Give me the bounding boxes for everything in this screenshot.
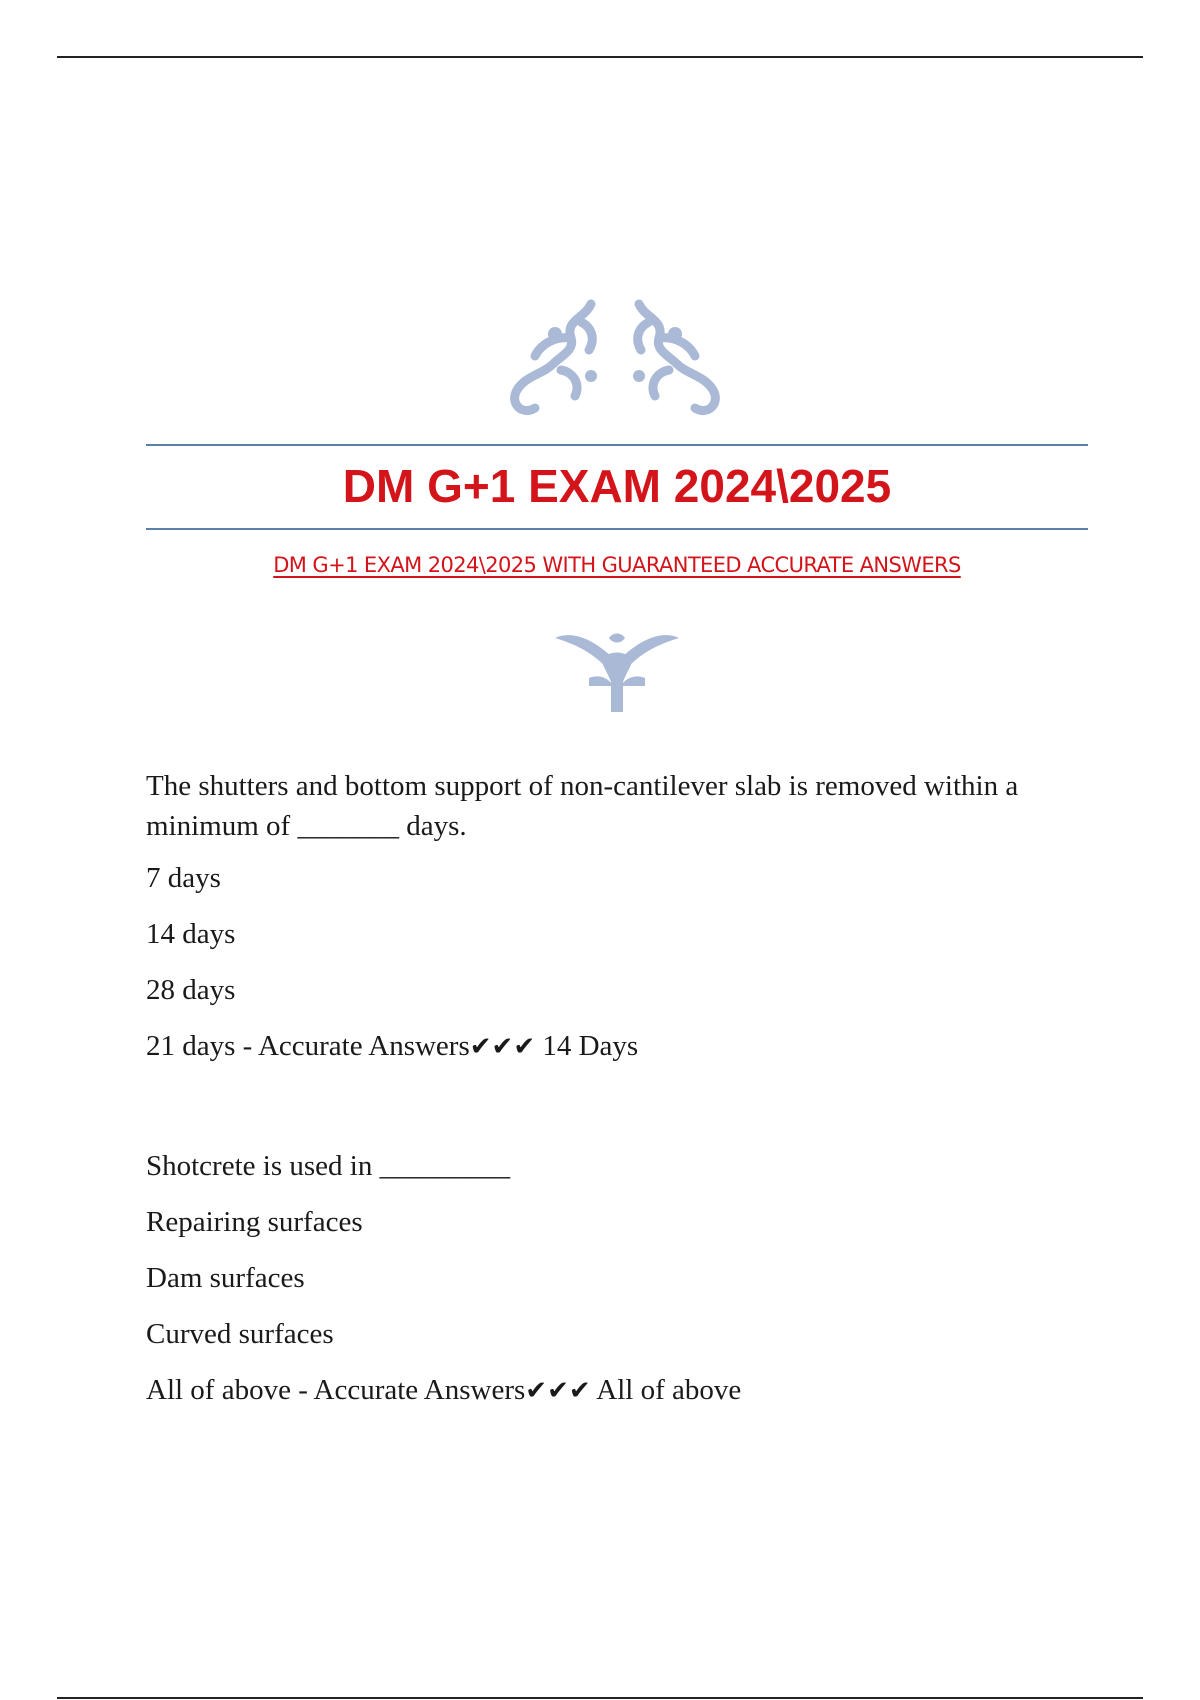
answer-option: Dam surfaces (146, 1262, 305, 1294)
answer-option: 7 days (146, 862, 221, 894)
title-top-rule (146, 444, 1088, 446)
fleuron-icon (553, 630, 681, 712)
correct-answer: All of above (590, 1374, 742, 1406)
answer-option-text: All of above - Accurate Answers (146, 1374, 526, 1406)
answer-option: 28 days (146, 974, 236, 1006)
scroll-flourish-icon (495, 298, 735, 428)
answer-option-with-key (146, 1026, 1046, 1067)
answer-option: 14 days (146, 918, 236, 950)
document-subtitle: DM G+1 EXAM 2024\2025 WITH GUARANTEED ACCURATE ANSWERS (273, 553, 961, 577)
page-header-rule (57, 56, 1143, 58)
checkmark-icon: ✔✔✔ (469, 1032, 536, 1062)
page-footer-rule (57, 1697, 1143, 1699)
answer-option: Curved surfaces (146, 1318, 334, 1350)
correct-answer: 14 Days (535, 1030, 639, 1062)
question-block-1 (146, 766, 1046, 1067)
question-text: The shutters and bottom support of non-cantilever slab is removed within a minimum of _______ days. (146, 770, 1019, 842)
question-block-2 (146, 1146, 1046, 1411)
answer-option-text: 21 days - Accurate Answers (146, 1030, 470, 1062)
answer-option-with-key (146, 1370, 1046, 1411)
document-title: DM G+1 EXAM 2024\2025 (342, 460, 892, 512)
answer-option: Repairing surfaces (146, 1206, 363, 1238)
question-text: Shotcrete is used in _________ (146, 1150, 511, 1182)
checkmark-icon: ✔✔✔ (525, 1376, 591, 1406)
title-bottom-rule (146, 528, 1088, 530)
